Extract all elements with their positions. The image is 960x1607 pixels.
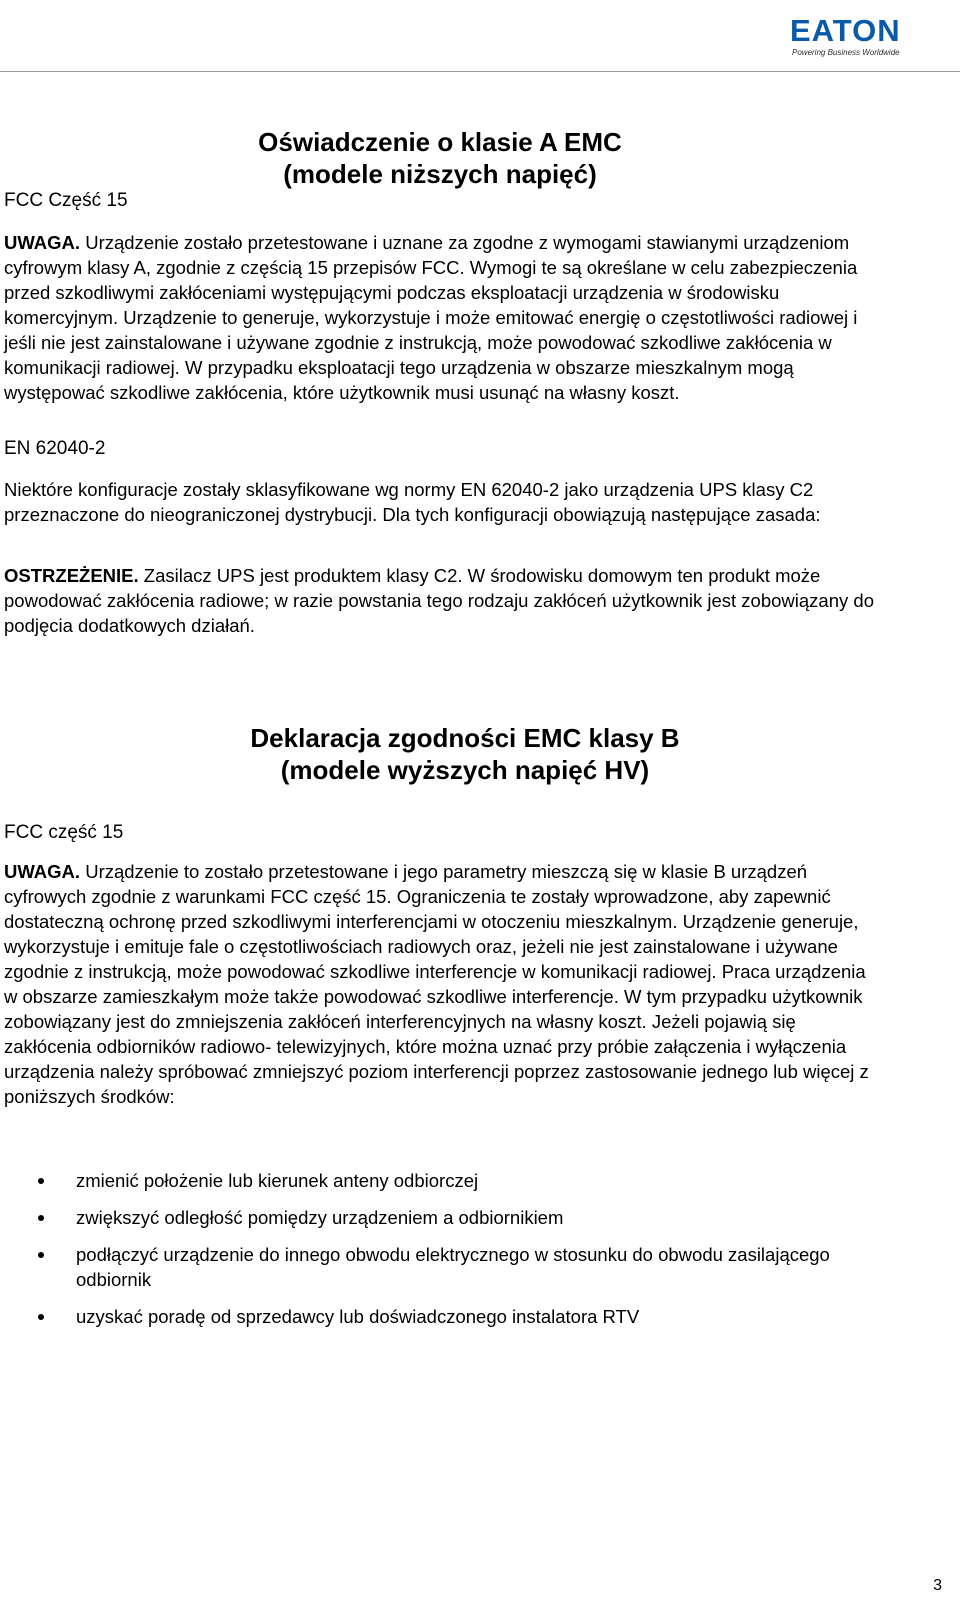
page-number: 3 bbox=[933, 1577, 942, 1594]
section1-warning-lead: OSTRZEŻENIE. bbox=[4, 565, 139, 586]
bullet-icon bbox=[38, 1178, 44, 1184]
section1-warning-text: Zasilacz UPS jest produktem klasy C2. W środowisku domowym ten produkt może powodować zakłócenia radiowe; w razie powstania tego rodzaju zakłóceń użytkownik jest zobowiązany do podjęcia dodatkowych działań. bbox=[4, 565, 874, 636]
header-divider bbox=[0, 71, 960, 72]
logo-tagline: Powering Business Worldwide bbox=[792, 48, 900, 57]
section2-heading-line2: (modele wyższych napięć HV) bbox=[280, 755, 650, 785]
section1-heading-line2: (modele niższych napięć) bbox=[283, 159, 597, 189]
section2-fcc-label: FCC część 15 bbox=[4, 822, 124, 843]
bullet-icon bbox=[38, 1252, 44, 1258]
section2-remedy-list bbox=[4, 1168, 884, 1329]
logo-wordmark: EATON bbox=[790, 13, 901, 48]
list-item: zwiększyć odległość pomiędzy urządzeniem a odbiornikiem bbox=[4, 1205, 884, 1230]
bullet-icon bbox=[38, 1215, 44, 1221]
section2-heading bbox=[150, 722, 780, 786]
list-item: uzyskać poradę od sprzedawcy lub doświadczonego instalatora RTV bbox=[4, 1304, 884, 1329]
section1-notice bbox=[4, 230, 884, 405]
section1-fcc-label: FCC Część 15 bbox=[4, 190, 128, 211]
section1-en-label: EN 62040-2 bbox=[4, 438, 106, 459]
bullet-icon bbox=[38, 1314, 44, 1320]
section2-notice bbox=[4, 859, 884, 1109]
section1-notice-lead: UWAGA. bbox=[4, 232, 81, 253]
section2-notice-text: Urządzenie to zostało przetestowane i jego parametry mieszczą się w klasie B urządzeń cyfrowych zgodnie z warunkami FCC część 15. Ograniczenia te zostały wprowadzone, aby zapewnić dostateczną ochronę przed szkodliwymi interferencjami w otoczeniu mieszkalnym. Urządzenie generuje, wykorzystuje i emituje fale o częstotliwościach radiowych oraz, jeżeli nie jest zainstalowane i używane zgodnie z instrukcją, może powodować szkodliwe interferencje w komunikacji radiowej. Praca urządzenia w obszarze zamieszkałym może także powodować szkodliwe interferencje. W tym przypadku użytkownik zobowiązany jest do zmniejszenia zakłóceń interferencyjnych na własny koszt. Jeżeli pojawią się zakłócenia odbiorników radiowo- telewizyjnych, które można uznać przy próbie załączenia i wyłączenia urządzenia należy spróbować zmniejszyć poziom interferencji poprzez zastosowanie jednego lub więcej z poniższych środków: bbox=[4, 861, 869, 1107]
section2-heading-line1: Deklaracja zgodności EMC klasy B bbox=[250, 723, 680, 753]
section1-warning bbox=[4, 563, 884, 638]
section1-heading-line1: Oświadczenie o klasie A EMC bbox=[258, 127, 622, 157]
section1-notice-text: Urządzenie zostało przetestowane i uznane za zgodne z wymogami stawianymi urządzeniom cyfrowym klasy A, zgodnie z częścią 15 przepisów FCC. Wymogi te są określane w celu zabezpieczenia przed szkodliwymi zakłóceniami występującymi podczas eksploatacji urządzenia w środowisku komercyjnym. Urządzenie to generuje, wykorzystuje i może emitować energię o częstotliwości radiowej i jeśli nie jest zainstalowane i używane zgodnie z instrukcją, może powodować szkodliwe zakłócenia w komunikacji radiowej. W przypadku eksploatacji tego urządzenia w obszarze mieszkalnym mogą występować szkodliwe zakłócenia, które użytkownik musi usunąć na własny koszt. bbox=[4, 232, 858, 403]
eaton-logo bbox=[790, 15, 925, 59]
section1-en-text: Niektóre konfiguracje zostały sklasyfikowane wg normy EN 62040-2 jako urządzenia UPS klasy C2 przeznaczone do nieograniczonej dystrybucji. Dla tych konfiguracji obowiązują następujące zasada: bbox=[4, 479, 821, 525]
list-item: zmienić położenie lub kierunek anteny odbiorczej bbox=[4, 1168, 884, 1193]
section2-notice-lead: UWAGA. bbox=[4, 861, 81, 882]
list-item: podłączyć urządzenie do innego obwodu elektrycznego w stosunku do obwodu zasilającego odbiornik bbox=[4, 1242, 884, 1292]
section1-heading bbox=[180, 126, 700, 190]
